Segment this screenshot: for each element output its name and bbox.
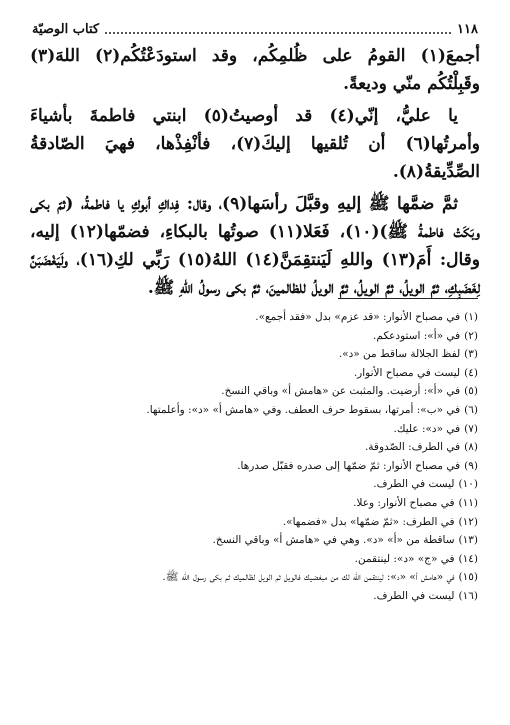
running-header	[32, 18, 478, 40]
paragraph: يا عليُّ، إنّي(٤) قد أوصيتُ(٥) ابنتي فاطمةَ بأشياءَ وأمرتُها(٦) أن تُلقيها إليكَ(٧)، فأنْفِذْها، فهيَ الصّادقةُ الصِّدِّيقةُ(٨).	[30, 106, 481, 182]
footnote-text: ليست في مصباح الأنوار.	[353, 366, 461, 379]
footnote-number: (١١)	[458, 496, 478, 509]
footnote-text: لفظ الجلالة ساقط من «د».	[338, 348, 461, 361]
footnote-text: في «أ»: استودعكم.	[373, 329, 461, 342]
footnote	[30, 457, 478, 476]
footnote	[30, 568, 478, 587]
footnote-number: (٤)	[464, 366, 478, 379]
footnote-text: في الطرف: الصّدوقة.	[364, 441, 461, 454]
footnote-number: (١٣)	[458, 534, 478, 547]
footnote-number: (١٠)	[458, 478, 478, 491]
footnote-number: (٢)	[464, 329, 478, 342]
footnote-number: (٧)	[464, 422, 478, 435]
footnote-text: في الطرف: «ثمّ ضمّها» بدل «فضمها».	[282, 515, 455, 528]
footnote-text: في مصباح الأنوار: ثمّ ضمّها إلى صدره فقبّل صدرها.	[237, 459, 461, 472]
footnote-number: (٦)	[464, 403, 478, 416]
footnote-text: في مصباح الأنوار: «قد عزم» بدل «فقد أجمع».	[255, 311, 461, 323]
footnote-text: في مصباح الأنوار: وعلا.	[353, 496, 455, 509]
footnote	[30, 345, 478, 364]
footnote-number: (١٥)	[458, 571, 478, 584]
header-leader-dots	[105, 32, 451, 34]
footnote-number: (٥)	[464, 385, 478, 398]
chapter-title: كتاب الوصيّة	[32, 21, 100, 37]
footnote	[30, 531, 478, 550]
footnote	[30, 364, 478, 383]
footnote	[30, 475, 478, 494]
footnote-text: في «ب»: أمرتها، بسقوط حرف العطف. وفي «هامش أ» «د»: وأعلمتها.	[146, 403, 461, 416]
footnote-number: (١)	[464, 311, 478, 323]
footnote-text: ساقطة من «أ» «د». وهي في «هامش أ» وباقي النسخ.	[212, 534, 455, 547]
footnote	[30, 587, 478, 606]
footnote	[30, 550, 478, 569]
footnote-text: ليست في الطرف.	[373, 589, 455, 602]
page-number: ١١٨	[457, 21, 478, 37]
footnote	[30, 494, 478, 513]
footnote-text: ليست في الطرف.	[373, 478, 455, 491]
footnote-text: في «د»: عليك.	[393, 422, 461, 435]
footnote	[30, 382, 478, 401]
footnote-separator	[338, 298, 478, 299]
footnote-text: في «ج» «د»: لينتقمن.	[354, 552, 455, 565]
footnotes-list	[30, 308, 478, 606]
footnote	[30, 513, 478, 532]
footnote	[30, 401, 478, 420]
main-text	[30, 42, 480, 302]
footnote	[30, 308, 478, 327]
footnote	[30, 420, 478, 439]
footnote-number: (٩)	[464, 459, 478, 472]
footnote	[30, 327, 478, 346]
footnote	[30, 438, 478, 457]
footnote-text: في «أ»: أرضيت. والمثبت عن «هامش أ» وباقي النسخ.	[221, 385, 461, 398]
footnote-text: في «هامش أ» «د»: لينتقمن الله لك من مبغضيك فالويل ثم الويل لظالميك ثم بكى رسول الله ﷺ.	[162, 571, 455, 584]
paragraph: أجمعَ(١) القومُ على ظُلمِكُم، وقد استودَعْتُكُم(٢) اللهَ(٣) وقَبِلْتُكُم منّي وديعةً.	[30, 46, 480, 94]
footnote-number: (١٢)	[458, 515, 478, 528]
footnote-number: (١٦)	[458, 589, 478, 602]
paragraph: ثمَّ ضمَّها ﷺ إليهِ وقبَّلَ رأسَها(٩)، وقال: فِداكِ أبوكِ يا فاطمةُ، (ثمّ بكى وبَكَتْ فاطمةُ ﷺ)(١٠)، فَعَلا(١١) صوتُها بالبكاءِ، فضمّها(١٢) إليه، وقال: أَمَ(١٣) واللهِ لَيَنتقِمَنَّ(١٤) اللهُ(١٥) رَبِّي لكِ(١٦)، ولَيَغْضَبَنَّ لِغَضَبِكِ، ثمَّ الويلُ، ثمَّ الويلُ، ثمَّ الويلُ للظالمينَ، ثمَّ بكى رسولُ اللهِ ﷺ.	[30, 194, 481, 298]
footnote-number: (١٤)	[458, 552, 478, 565]
footnote-number: (٨)	[464, 441, 478, 454]
footnote-number: (٣)	[464, 348, 478, 361]
